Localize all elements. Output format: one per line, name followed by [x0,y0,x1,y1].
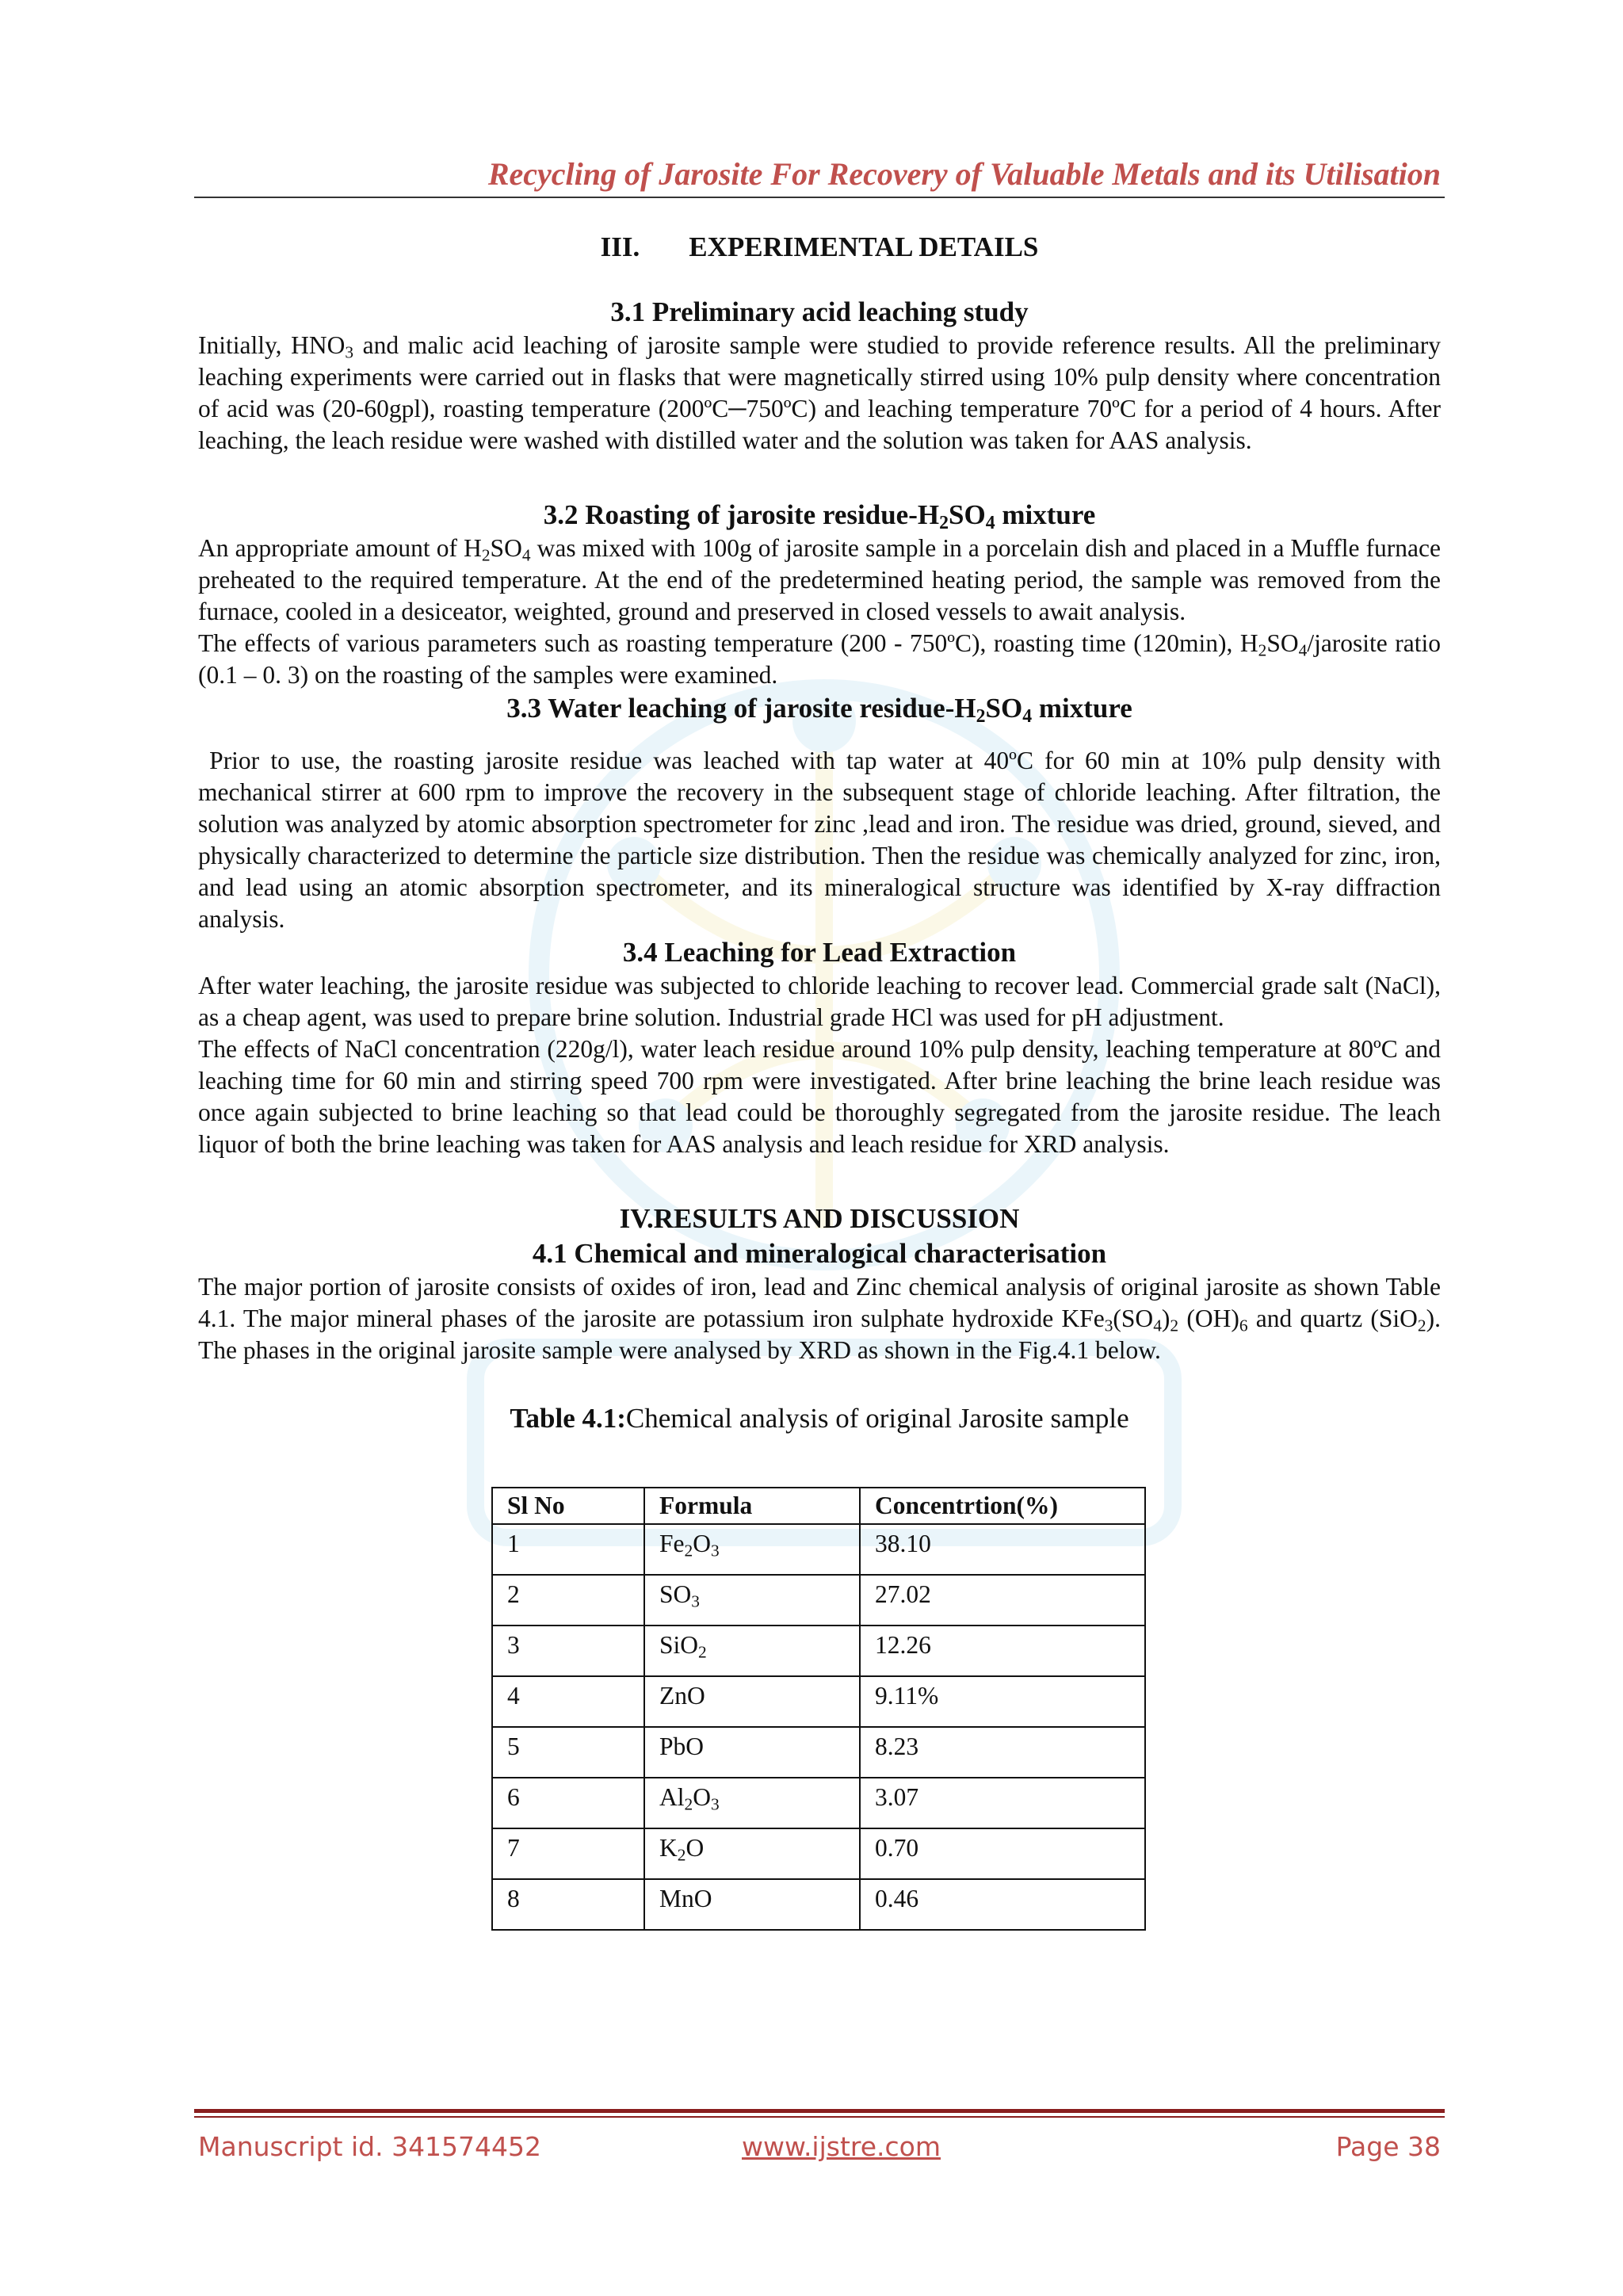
section-number: III. [600,231,640,262]
cell-concentration: 38.10 [860,1524,1145,1575]
cell-concentration: 27.02 [860,1575,1145,1626]
cell-formula: $Al_2O_3$ [644,1778,860,1828]
chemical-analysis-table [491,1487,1146,1931]
header-rule [194,197,1445,198]
cell-formula: MnO [644,1879,860,1930]
table-row [492,1828,1145,1879]
section-title: EXPERIMENTAL DETAILS [689,231,1039,262]
cell-concentration: 8.23 [860,1727,1145,1778]
cell-concentration: 9.11% [860,1676,1145,1727]
page-number: Page 38 [1335,2131,1441,2162]
section-title: RESULTS AND DISCUSSION [653,1203,1020,1234]
paragraph: Prior to use, the roasting jarosite residue was leached with tap water at 40ºC for 60 min at 10% pulp density with mechanical stirrer at 600 rpm to improve the recovery in the subsequent stage of chloride leaching. After filtration, the solution was analyzed by atomic absorption spectrometer for zinc ,lead and iron. The residue was dried, ground, sieved, and physically characterized to determine the particle size distribution. Then the residue was chemically analyzed for zinc, iron, and lead using an atomic absorption spectrometer, and its mineralogical structure was identified by X-ray diffraction analysis. [198,747,1447,933]
table-caption-label: Table 4.1: [510,1403,626,1434]
paragraph: The major portion of jarosite consists of oxides of iron, lead and Zinc chemical analysis of original jarosite as shown Table 4.1. The major mineral phases of the jarosite are potassium iron sulphate hydroxide $KFe_3(SO_4)_2$ $(OH)_6$ and quartz (SiO$_2$). The phases in the original jarosite sample were analysed by XRD as shown in the Fig.4.1 below. [198,1273,1441,1364]
table-row [492,1778,1145,1828]
manuscript-id: Manuscript id. 341574452 [198,2131,542,2162]
cell-sl: 3 [492,1626,644,1676]
cell-formula: PbO [644,1727,860,1778]
paragraph: After water leaching, the jarosite residue was subjected to chloride leaching to recover lead. Commercial grade salt (NaCl), as a cheap agent, was used to prepare brine solution. Industrial grade HCl was used for pH adjustment. [198,972,1441,1031]
column-header: Sl No [492,1488,644,1524]
paragraph: An appropriate amount of $H_2SO_4$ was mixed with 100g of jarosite sample in a porcelain dish and placed in a Muffle furnace preheated to the required temperature. At the end of the predetermined heating period, the sample was removed from the furnace, cooled in a desiceator, weighted, ground and preserved in closed vessels to await analysis. [198,534,1441,625]
journal-website-link[interactable]: www.ijstre.com [742,2131,941,2162]
cell-formula: SiO$_2$ [644,1626,860,1676]
subsection-heading: 3.2 Roasting of jarosite residue-$H_2SO_4$ mixture [543,499,1096,533]
table-row [492,1626,1145,1676]
table-caption [198,1401,1441,1436]
page-content [198,230,1447,1931]
table-header-row [492,1488,1145,1524]
column-header: Concentrtion(%) [860,1488,1145,1524]
footer-rule-thin [194,2116,1445,2118]
column-header: Formula [644,1488,860,1524]
running-title: Recycling of Jarosite For Recovery of Valuable Metals and its Utilisation [487,156,1441,192]
cell-sl: 6 [492,1778,644,1828]
paragraph: The effects of various parameters such as roasting temperature (200 - 750ºC), roasting time (120min), $H_2SO_4$/jarosite ratio (0.1 – 0. 3) on the roasting of the samples were examined. [198,629,1441,689]
cell-sl: 5 [492,1727,644,1778]
cell-formula: $Fe_2O_3$ [644,1524,860,1575]
section-number: IV. [619,1203,654,1234]
paragraph: The effects of NaCl concentration (220g/l), water leach residue around 10% pulp density, leaching temperature at 80ºC and leaching time for 60 min and stirring speed 700 rpm were investigated. After brine leaching the brine leach residue was once again subjected to brine leaching so that lead could be thoroughly segregated from the jarosite residue. The leach liquor of both the brine leaching was taken for AAS analysis and leach residue for XRD analysis. [198,1035,1441,1158]
cell-formula: $K_2O$ [644,1828,860,1879]
table-row [492,1676,1145,1727]
cell-concentration: 0.46 [860,1879,1145,1930]
cell-sl: 4 [492,1676,644,1727]
subsection-heading: 3.4 Leaching for Lead Extraction [622,937,1017,968]
cell-sl: 2 [492,1575,644,1626]
cell-formula: $SO_3$ [644,1575,860,1626]
cell-sl: 7 [492,1828,644,1879]
cell-concentration: 12.26 [860,1626,1145,1676]
table-row [492,1524,1145,1575]
cell-formula: ZnO [644,1676,860,1727]
table-row [492,1727,1145,1778]
subsection-heading: 4.1 Chemical and mineralogical characterisation [532,1238,1107,1269]
cell-concentration: 3.07 [860,1778,1145,1828]
cell-sl: 8 [492,1879,644,1930]
section-heading [198,1201,1441,1236]
table-caption-text: Chemical analysis of original Jarosite sample [625,1403,1129,1434]
subsection-heading: 3.1 Preliminary acid leaching study [610,296,1029,327]
paragraph: Initially, $HNO_3$ and malic acid leaching of jarosite sample were studied to provide reference results. All the preliminary leaching experiments were carried out in flasks that were magnetically stirred using 10% pulp density where concentration of acid was (20-60gpl), roasting temperature (200ºC─750ºC) and leaching temperature 70ºC for a period of 4 hours. After leaching, the leach residue were washed with distilled water and the solution was taken for AAS analysis. [198,331,1441,454]
cell-sl: 1 [492,1524,644,1575]
section-heading [198,230,1441,265]
cell-concentration: 0.70 [860,1828,1145,1879]
table-row [492,1879,1145,1930]
footer-rule [194,2109,1445,2113]
table-row [492,1575,1145,1626]
subsection-heading: 3.3 Water leaching of jarosite residue-$H_2SO_4$ mixture [506,693,1132,727]
